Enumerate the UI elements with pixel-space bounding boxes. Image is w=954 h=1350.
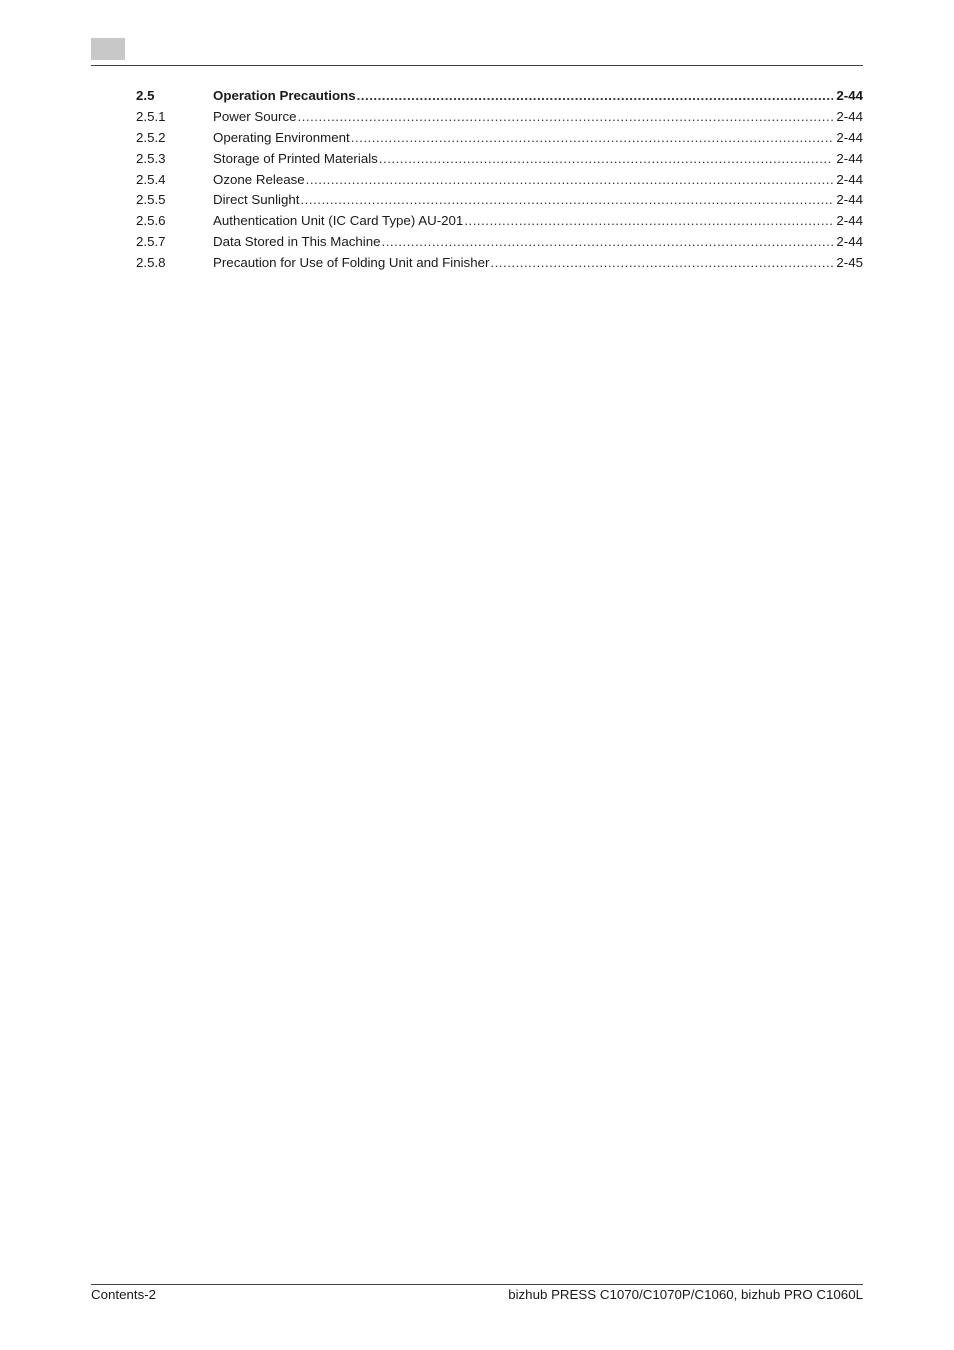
toc-entry-number: 2.5.5 (136, 192, 166, 208)
toc-entry-title: Operation Precautions (213, 88, 356, 103)
toc-dot-leader (300, 190, 833, 211)
toc-entry-title: Ozone Release (213, 171, 305, 187)
toc-entry-number: 2.5.4 (136, 171, 166, 187)
toc-entry-2-5-4[interactable] (136, 170, 863, 191)
toc-entry-2-5-3[interactable] (136, 149, 863, 170)
toc-entry-title: Data Stored in This Machine (213, 234, 381, 250)
toc-entry-2-5-1[interactable] (136, 107, 863, 128)
toc-entry-2-5-6[interactable] (136, 211, 863, 232)
toc-entry-number: 2.5 (136, 88, 155, 103)
toc-entry-page: 2-44 (836, 129, 863, 145)
toc-entry-page: 2-45 (836, 255, 863, 271)
toc-entry-title: Authentication Unit (IC Card Type) AU-201 (213, 213, 464, 229)
toc-entry-title: Operating Environment (213, 129, 350, 145)
toc-entry-2-5-5[interactable] (136, 190, 863, 211)
table-of-contents (136, 86, 863, 274)
toc-entry-page: 2-44 (836, 150, 863, 166)
toc-dot-leader (357, 86, 834, 107)
toc-entry-2-5[interactable] (136, 86, 863, 107)
toc-entry-number: 2.5.6 (136, 213, 166, 229)
toc-entry-number: 2.5.1 (136, 108, 166, 124)
toc-entry-page: 2-44 (836, 108, 863, 124)
chapter-tab-marker (91, 38, 125, 60)
toc-entry-2-5-2[interactable] (136, 128, 863, 149)
footer-page-label: Contents-2 (91, 1287, 157, 1302)
toc-entry-number: 2.5.7 (136, 234, 166, 250)
toc-entry-title: Power Source (213, 108, 297, 124)
toc-dot-leader (379, 149, 834, 170)
footer-divider (91, 1284, 863, 1285)
footer-product-name: bizhub PRESS C1070/C1070P/C1060, bizhub PRO C1060L (508, 1287, 863, 1302)
toc-entry-number: 2.5.3 (136, 150, 166, 166)
toc-dot-leader (490, 253, 833, 274)
toc-dot-leader (464, 211, 833, 232)
toc-entry-2-5-7[interactable] (136, 232, 863, 253)
toc-entry-number: 2.5.2 (136, 129, 166, 145)
toc-entry-number: 2.5.8 (136, 255, 166, 271)
toc-entry-page: 2-44 (836, 171, 863, 187)
toc-entry-title: Direct Sunlight (213, 192, 300, 208)
header-divider (91, 65, 863, 66)
toc-entry-title: Storage of Printed Materials (213, 150, 378, 166)
toc-dot-leader (382, 232, 834, 253)
toc-dot-leader (351, 128, 834, 149)
toc-dot-leader (306, 170, 834, 191)
toc-dot-leader (298, 107, 834, 128)
toc-entry-title: Precaution for Use of Folding Unit and Finisher (213, 255, 490, 271)
toc-entry-2-5-8[interactable] (136, 253, 863, 274)
toc-entry-page: 2-44 (836, 192, 863, 208)
toc-entry-page: 2-44 (836, 88, 863, 103)
toc-entry-page: 2-44 (836, 234, 863, 250)
toc-entry-page: 2-44 (836, 213, 863, 229)
